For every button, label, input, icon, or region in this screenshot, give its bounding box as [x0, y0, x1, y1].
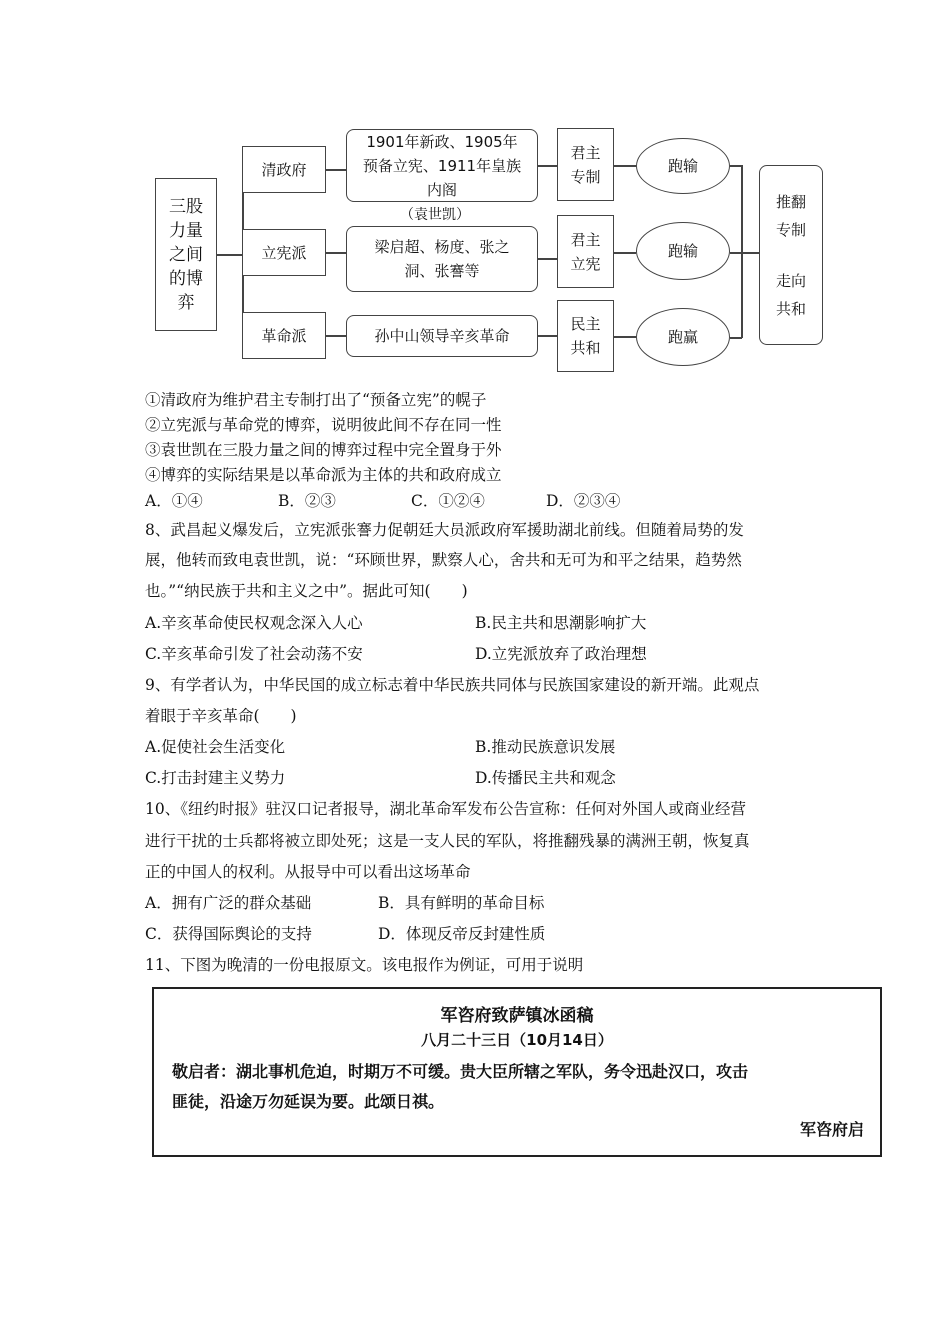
q11-stem: 11、下图为晚清的一份电报原文。该电报作为例证，可用于说明	[145, 956, 584, 974]
faction-box-qing	[242, 146, 326, 193]
action-box-qing	[346, 129, 538, 202]
q8-stem-line-2: 展，他转而致电袁世凯，说：“环顾世界，默察人心，舍共和无可为和平之结果，趋势然	[145, 551, 742, 569]
connector	[614, 336, 636, 338]
action-text: 孙中山领导辛亥革命	[374, 327, 510, 345]
goal-text: 君主立宪	[570, 230, 601, 273]
main-label: 三股力量之间的博弈	[169, 196, 203, 313]
q7-statement-1: ①清政府为维护君主专制打出了“预备立宪”的幌子	[145, 391, 487, 409]
telegram-box	[152, 987, 882, 1157]
q7-option-d: D．②③④	[546, 492, 621, 510]
goal-text: 君主专制	[570, 143, 601, 186]
telegram-signature: 军咨府启	[799, 1120, 864, 1139]
q8-option-c: C.辛亥革命引发了社会动荡不安	[145, 645, 363, 663]
outcome-top: 推翻专制	[775, 192, 806, 239]
faction-label: 立宪派	[261, 243, 307, 262]
connector	[326, 169, 346, 171]
history-diagram	[0, 0, 950, 380]
result-text: 跑赢	[667, 328, 698, 346]
q8-stem-line-1: 8、武昌起义爆发后，立宪派张謇力促朝廷大员派政府军援助湖北前线。但随着局势的发	[145, 521, 744, 539]
goal-box-constitutional	[557, 215, 614, 288]
q8-option-a: A.辛亥革命使民权观念深入人心	[145, 614, 363, 632]
q9-option-a: A.促使社会生活变化	[145, 738, 286, 756]
q7-option-c: C．①②④	[411, 492, 485, 510]
result-ellipse-constitutional	[636, 222, 730, 280]
q7-statement-2: ②立宪派与革命党的博弈，说明彼此间不存在同一性	[145, 416, 502, 434]
q9-stem-line-1: 9、有学者认为，中华民国的成立标志着中华民族共同体与民族国家建设的新开端。此观点	[145, 676, 760, 694]
result-text: 跑输	[667, 157, 698, 175]
q7-statement-4: ④博弈的实际结果是以革命派为主体的共和政府成立	[145, 466, 502, 484]
q7-option-b: B．②③	[278, 492, 336, 510]
telegram-body-line-2: 匪徒，沿途万勿延误为要。此颂日祺。	[172, 1092, 445, 1111]
telegram-body-line-1: 敬启者：湖北事机危迫，时期万不可缓。贵大臣所辖之军队，务令迅赴汉口，攻击	[172, 1062, 749, 1081]
q10-option-d: D．体现反帝反封建性质	[378, 925, 546, 943]
telegram-title: 军咨府致萨镇冰函稿	[440, 1006, 594, 1026]
q7-option-a: A．①④	[145, 492, 203, 510]
action-text: 1901年新政、1905年预备立宪、1911年皇族内阁	[362, 132, 522, 199]
q9-option-c: C.打击封建主义势力	[145, 769, 286, 787]
middle-note: （袁世凯）	[400, 207, 470, 223]
q10-option-c: C．获得国际舆论的支持	[145, 925, 312, 943]
connector	[538, 258, 558, 260]
connector	[217, 254, 243, 256]
q10-option-b: B．具有鲜明的革命目标	[378, 894, 545, 912]
telegram-date: 八月二十三日（10月14日）	[421, 1031, 613, 1049]
goal-box-revolutionary	[557, 300, 614, 372]
connector	[614, 165, 636, 167]
q7-statement-3: ③袁世凯在三股力量之间的博弈过程中完全置身于外	[145, 441, 502, 459]
q8-stem-line-3: 也。”“纳民族于共和主义之中”。据此可知( )	[145, 582, 468, 600]
result-ellipse-revolutionary	[636, 308, 730, 366]
outcome-box	[759, 165, 823, 345]
faction-label: 清政府	[261, 160, 307, 179]
connector	[538, 165, 558, 167]
outcome-bottom: 走向共和	[775, 271, 806, 318]
action-box-constitutional	[346, 226, 538, 292]
result-ellipse-qing	[636, 138, 730, 194]
connector	[538, 335, 558, 337]
connector	[326, 252, 346, 254]
q10-option-a: A．拥有广泛的群众基础	[145, 894, 312, 912]
q9-option-d: D.传播民主共和观念	[475, 769, 616, 787]
action-box-revolutionary	[346, 315, 538, 357]
action-text: 梁启超、杨度、张之洞、张謇等	[374, 238, 510, 280]
goal-box-qing	[557, 128, 614, 201]
connector	[614, 252, 636, 254]
q9-stem-line-2: 着眼于辛亥革命( )	[145, 707, 297, 725]
main-label-box	[155, 178, 217, 331]
q8-option-b: B.民主共和思潮影响扩大	[475, 614, 647, 632]
faction-box-revolutionary	[242, 312, 326, 359]
q10-stem-line-1: 10、《纽约时报》驻汉口记者报导，湖北革命军发布公告宣称：任何对外国人或商业经营	[145, 800, 746, 818]
faction-box-constitutional	[242, 229, 326, 276]
connector	[741, 252, 760, 254]
goal-text: 民主共和	[570, 315, 601, 357]
q10-stem-line-3: 正的中国人的权利。从报导中可以看出这场革命	[145, 863, 471, 881]
result-text: 跑输	[667, 242, 698, 260]
telegram-body	[172, 1057, 866, 1117]
faction-label: 革命派	[261, 326, 307, 345]
q10-stem-line-2: 进行干扰的士兵都将被立即处死；这是一支人民的军队，将推翻残暴的满洲王朝，恢复真	[145, 832, 750, 850]
connector	[326, 335, 346, 337]
q8-option-d: D.立宪派放弃了政治理想	[475, 645, 647, 663]
q9-option-b: B.推动民族意识发展	[475, 738, 616, 756]
